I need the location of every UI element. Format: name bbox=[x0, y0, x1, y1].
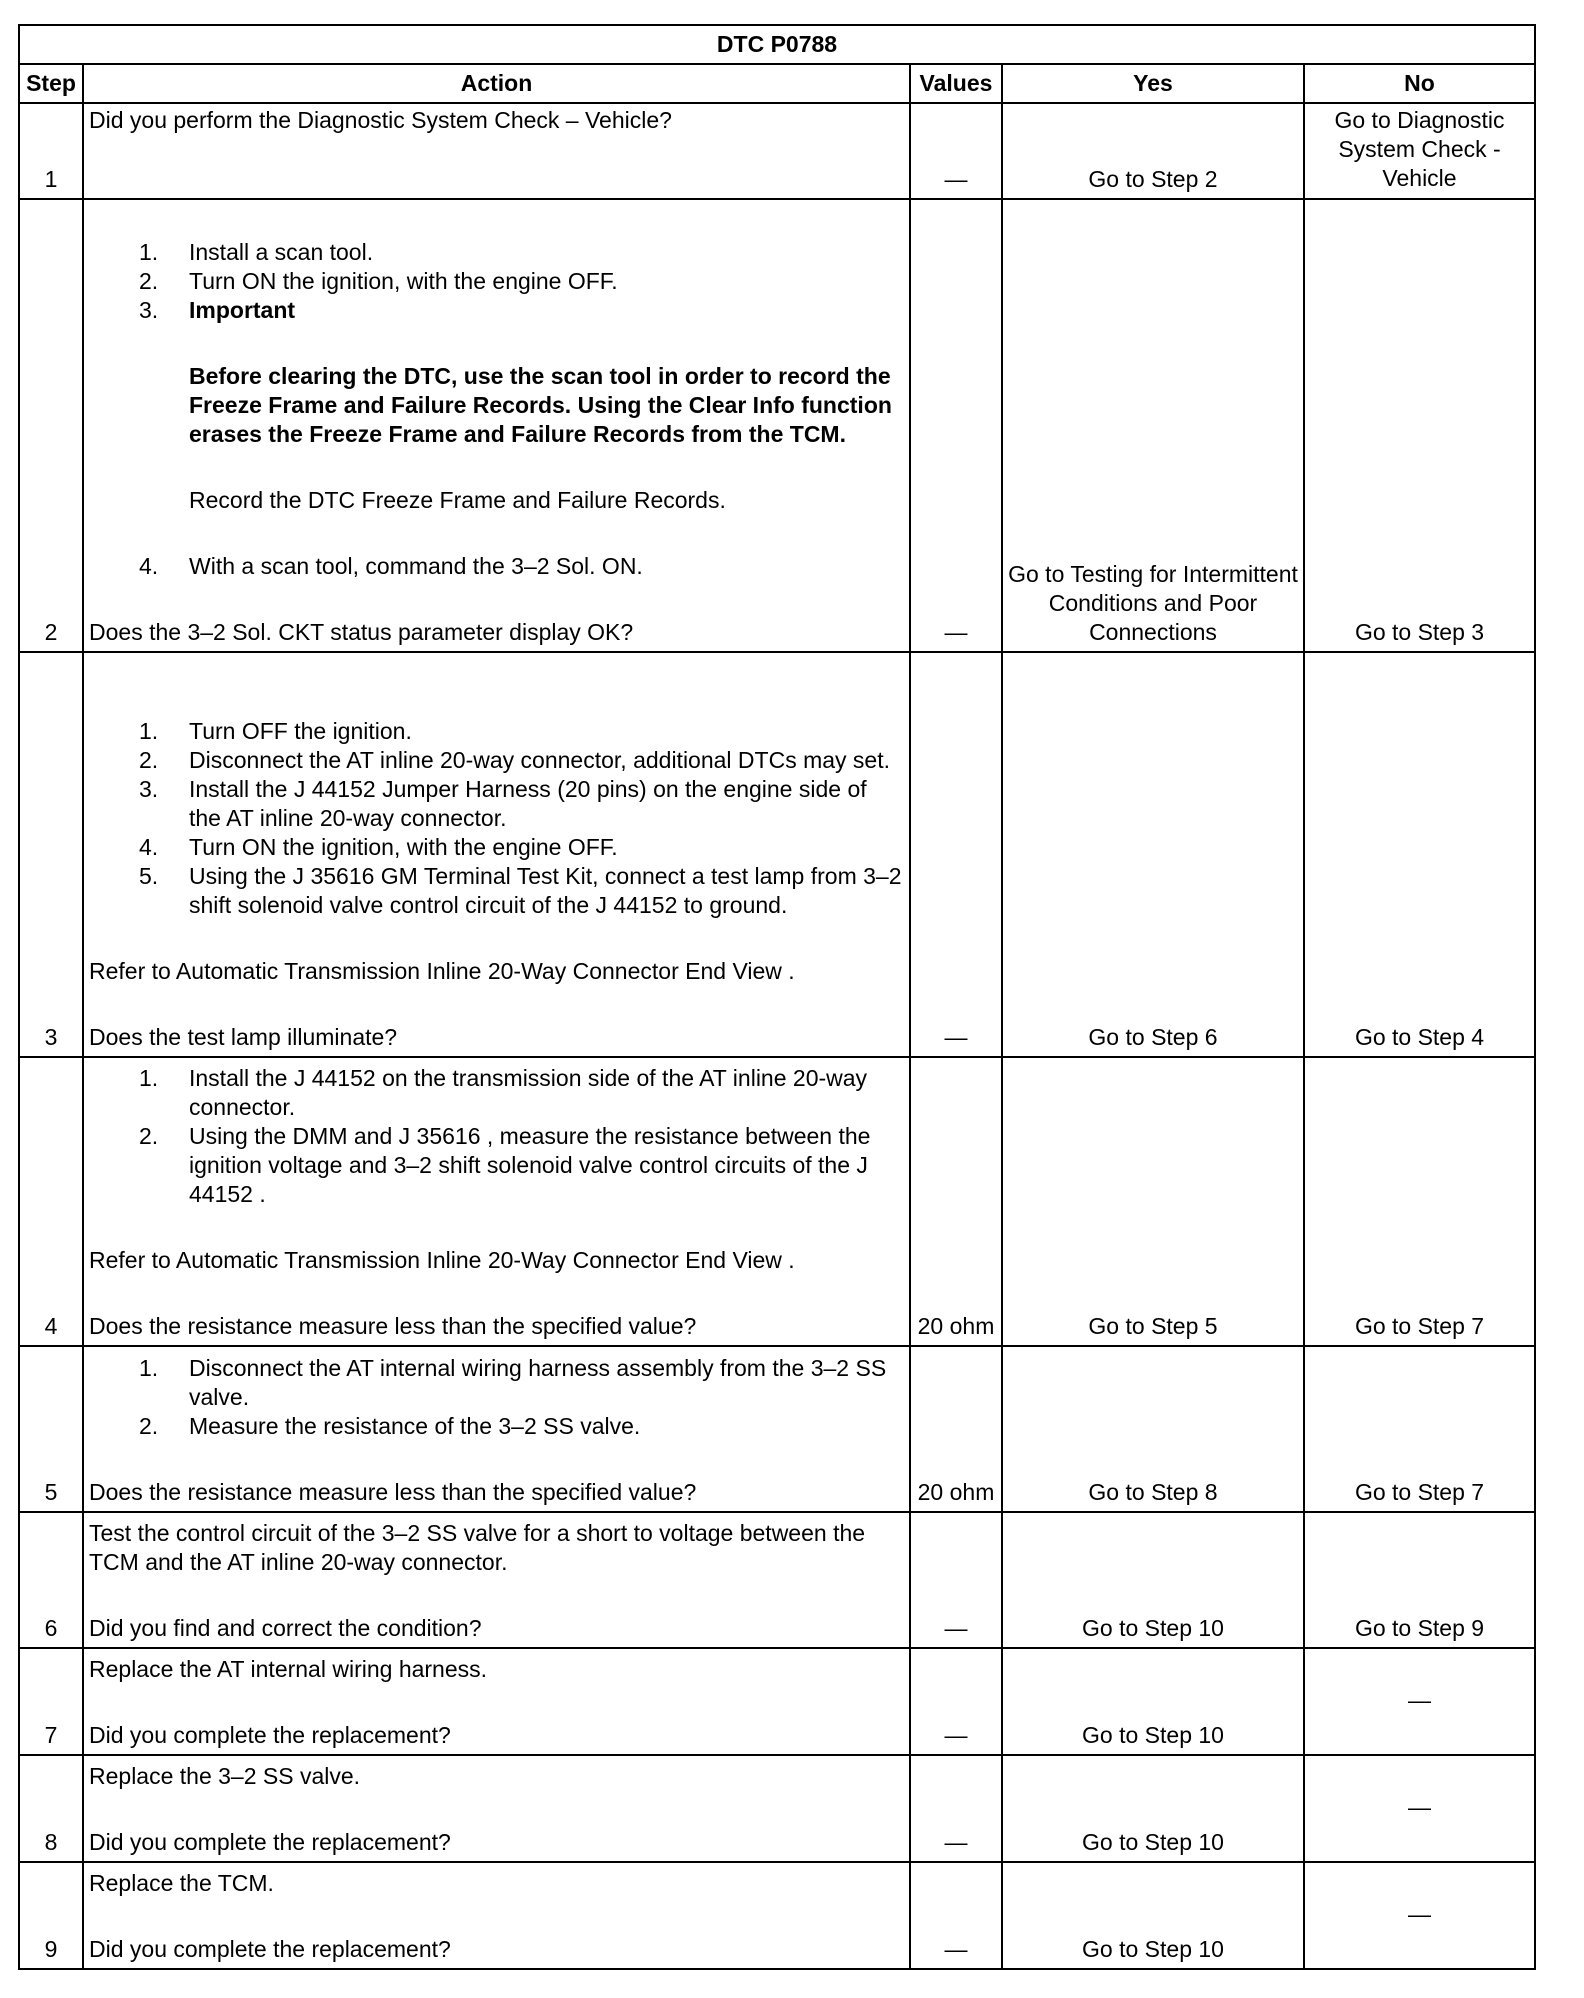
action-cell bbox=[83, 1346, 910, 1512]
action-text: Test the control circuit of the 3–2 SS valve for a short to voltage between the TCM and the AT inline 20-way connector. bbox=[89, 1520, 866, 1575]
table-row-step-1 bbox=[19, 103, 1535, 199]
list-item: 4. With a scan tool, command the 3–2 Sol. ON. bbox=[139, 553, 643, 579]
question: Does the resistance measure less than the specified value? bbox=[89, 1479, 697, 1505]
list-item: 2. Using the DMM and J 35616 , measure the resistance between the ignition voltage and 3–2 shift solenoid valve control circuits of the J 44152 . bbox=[139, 1123, 871, 1207]
value-cell: — bbox=[910, 1862, 1002, 1969]
question: Did you find and correct the condition? bbox=[89, 1615, 482, 1641]
dtc-table bbox=[18, 24, 1536, 1970]
no-cell: Go to Step 3 bbox=[1304, 199, 1535, 652]
question: Did you perform the Diagnostic System Check – Vehicle? bbox=[89, 107, 672, 133]
list-item: 3. Important Before clearing the DTC, use the scan tool in order to record the Freeze Frame and Failure Records. Using the Clear Info function erases the Freeze Frame and Failure Records from the TCM. Record the DTC Freeze Frame and Failure Records. bbox=[89, 296, 904, 515]
important-label: Important bbox=[189, 297, 296, 323]
step-number: 4 bbox=[19, 1057, 83, 1346]
table-row-step-2 bbox=[19, 199, 1535, 652]
action-text: Replace the TCM. bbox=[89, 1870, 274, 1896]
refer-note: Refer to Automatic Transmission Inline 20-Way Connector End View . bbox=[89, 958, 795, 984]
no-cell: — bbox=[1304, 1862, 1535, 1969]
header-values: Values bbox=[910, 64, 1002, 103]
action-list bbox=[89, 1354, 904, 1441]
header-step: Step bbox=[19, 64, 83, 103]
table-title: DTC P0788 bbox=[19, 25, 1535, 64]
action-list bbox=[89, 1064, 904, 1209]
table-row-step-7 bbox=[19, 1648, 1535, 1755]
yes-cell: Go to Step 10 bbox=[1002, 1512, 1304, 1648]
value-cell: — bbox=[910, 1755, 1002, 1862]
list-item: 2. Measure the resistance of the 3–2 SS valve. bbox=[139, 1413, 641, 1439]
table-row-step-6 bbox=[19, 1512, 1535, 1648]
value-cell: — bbox=[910, 199, 1002, 652]
list-item: 1. Install the J 44152 on the transmission side of the AT inline 20-way connector. bbox=[139, 1065, 868, 1120]
table-row-step-5 bbox=[19, 1346, 1535, 1512]
action-cell bbox=[83, 1512, 910, 1648]
list-item: 2. Disconnect the AT inline 20-way connector, additional DTCs may set. bbox=[139, 747, 890, 773]
value-cell: — bbox=[910, 652, 1002, 1057]
question: Does the resistance measure less than the specified value? bbox=[89, 1313, 697, 1339]
action-list bbox=[89, 238, 904, 581]
step-number: 6 bbox=[19, 1512, 83, 1648]
list-item: 1. Install a scan tool. bbox=[139, 239, 374, 265]
list-item: 2. Turn ON the ignition, with the engine OFF. bbox=[139, 268, 618, 294]
no-cell: — bbox=[1304, 1755, 1535, 1862]
yes-cell: Go to Step 10 bbox=[1002, 1755, 1304, 1862]
action-text: Replace the AT internal wiring harness. bbox=[89, 1656, 488, 1682]
value-cell: — bbox=[910, 1648, 1002, 1755]
step-number: 2 bbox=[19, 199, 83, 652]
list-item: 5. Using the J 35616 GM Terminal Test Kit, connect a test lamp from 3–2 shift solenoid valve control circuit of the J 44152 to ground. bbox=[139, 863, 902, 918]
value-cell: 20 ohm bbox=[910, 1057, 1002, 1346]
important-note: Before clearing the DTC, use the scan tool in order to record the Freeze Frame and Failure Records. Using the Clear Info function erases the Freeze Frame and Failure Records from the TCM. bbox=[189, 363, 892, 447]
action-cell bbox=[83, 199, 910, 652]
yes-cell: Go to Step 10 bbox=[1002, 1648, 1304, 1755]
no-cell: Go to Step 9 bbox=[1304, 1512, 1535, 1648]
header-action: Action bbox=[83, 64, 910, 103]
table-row-step-8 bbox=[19, 1755, 1535, 1862]
step-number: 9 bbox=[19, 1862, 83, 1969]
action-list bbox=[89, 717, 904, 920]
table-row-step-3 bbox=[19, 652, 1535, 1057]
table-row-step-4 bbox=[19, 1057, 1535, 1346]
value-cell: — bbox=[910, 1512, 1002, 1648]
no-cell: Go to Diagnostic System Check - Vehicle bbox=[1304, 103, 1535, 199]
value-cell: — bbox=[910, 103, 1002, 199]
no-cell: Go to Step 7 bbox=[1304, 1346, 1535, 1512]
header-yes: Yes bbox=[1002, 64, 1304, 103]
action-cell bbox=[83, 103, 910, 199]
no-cell: Go to Step 7 bbox=[1304, 1057, 1535, 1346]
list-item: 4. Turn ON the ignition, with the engine OFF. bbox=[139, 834, 618, 860]
question: Does the 3–2 Sol. CKT status parameter display OK? bbox=[89, 619, 634, 645]
table-row-step-9 bbox=[19, 1862, 1535, 1969]
action-cell bbox=[83, 1057, 910, 1346]
no-cell: — bbox=[1304, 1648, 1535, 1755]
question: Does the test lamp illuminate? bbox=[89, 1024, 398, 1050]
step-number: 8 bbox=[19, 1755, 83, 1862]
refer-note: Refer to Automatic Transmission Inline 20-Way Connector End View . bbox=[89, 1247, 795, 1273]
header-no: No bbox=[1304, 64, 1535, 103]
step-number: 7 bbox=[19, 1648, 83, 1755]
step-number: 1 bbox=[19, 103, 83, 199]
action-cell bbox=[83, 1862, 910, 1969]
yes-cell: Go to Step 2 bbox=[1002, 103, 1304, 199]
question: Did you complete the replacement? bbox=[89, 1936, 451, 1962]
question: Did you complete the replacement? bbox=[89, 1829, 451, 1855]
question: Did you complete the replacement? bbox=[89, 1722, 451, 1748]
step-number: 3 bbox=[19, 652, 83, 1057]
list-item: 3. Install the J 44152 Jumper Harness (20 pins) on the engine side of the AT inline 20-way connector. bbox=[139, 776, 867, 831]
action-cell bbox=[83, 1755, 910, 1862]
action-cell bbox=[83, 1648, 910, 1755]
list-item: 1. Disconnect the AT internal wiring harness assembly from the 3–2 SS valve. bbox=[139, 1355, 887, 1410]
yes-cell: Go to Step 10 bbox=[1002, 1862, 1304, 1969]
yes-cell: Go to Step 5 bbox=[1002, 1057, 1304, 1346]
action-text: Replace the 3–2 SS valve. bbox=[89, 1763, 361, 1789]
step-number: 5 bbox=[19, 1346, 83, 1512]
list-item: 1. Turn OFF the ignition. bbox=[139, 718, 412, 744]
no-cell: Go to Step 4 bbox=[1304, 652, 1535, 1057]
yes-cell: Go to Step 6 bbox=[1002, 652, 1304, 1057]
value-cell: 20 ohm bbox=[910, 1346, 1002, 1512]
action-cell bbox=[83, 652, 910, 1057]
yes-cell: Go to Testing for Intermittent Conditions and Poor Connections bbox=[1002, 199, 1304, 652]
record-note: Record the DTC Freeze Frame and Failure Records. bbox=[189, 487, 726, 513]
yes-cell: Go to Step 8 bbox=[1002, 1346, 1304, 1512]
